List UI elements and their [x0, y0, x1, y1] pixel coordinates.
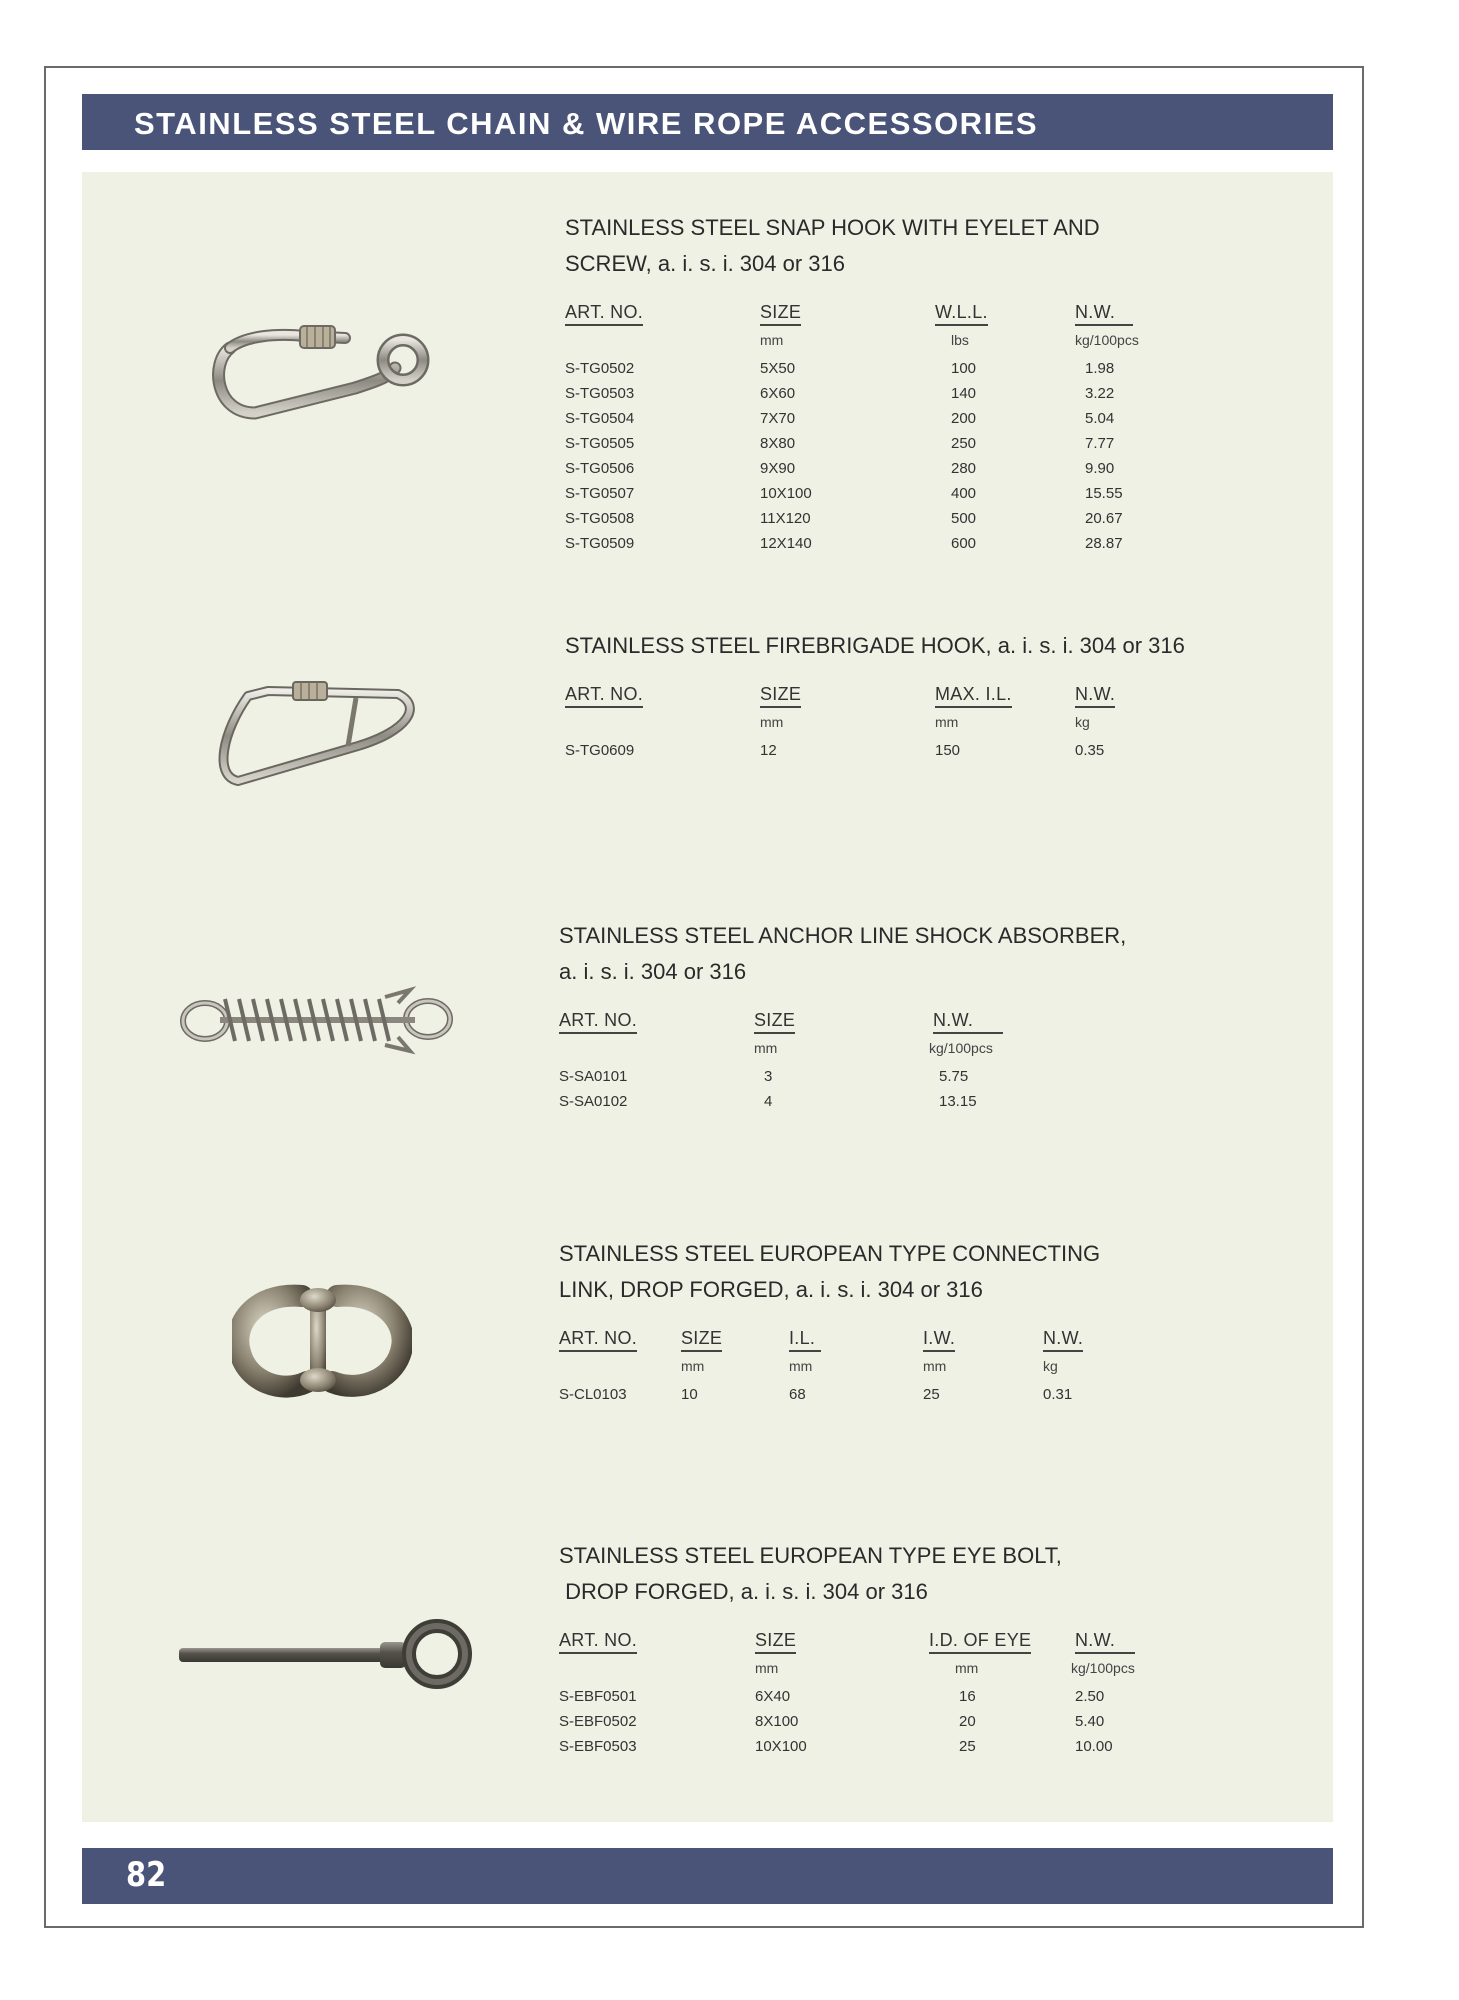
- column-unit: kg/100pcs: [929, 1040, 993, 1056]
- art-no-cell: S-TG0507: [565, 485, 635, 502]
- table-cell: 28.87: [1085, 535, 1123, 552]
- column-unit: mm: [754, 1040, 778, 1056]
- art-no-cell: S-SA0101: [559, 1068, 628, 1085]
- column-header: I.D. OF EYE: [929, 1630, 1031, 1654]
- table-cell: 15.55: [1085, 485, 1123, 502]
- column-unit: mm: [935, 714, 959, 730]
- table-cell: 3.22: [1085, 385, 1115, 402]
- table-cell: 68: [789, 1386, 806, 1403]
- art-no-cell: S-TG0504: [565, 410, 635, 427]
- column-header: N.W.: [1075, 302, 1133, 326]
- table-cell: 9.90: [1085, 460, 1115, 477]
- column-unit: mm: [760, 332, 784, 348]
- section-title-line: LINK, DROP FORGED, a. i. s. i. 304 or 316: [559, 1277, 983, 1302]
- table-cell: 280: [951, 460, 977, 477]
- table-cell: 8X80: [760, 435, 796, 452]
- column-unit: lbs: [951, 332, 969, 348]
- column-header: SIZE: [681, 1328, 722, 1352]
- section-title-line: STAINLESS STEEL EUROPEAN TYPE CONNECTING: [559, 1241, 1101, 1266]
- column-header: SIZE: [760, 684, 801, 708]
- table-cell: 11X120: [760, 510, 811, 527]
- table-cell: 250: [951, 435, 977, 452]
- table-cell: 400: [951, 485, 977, 502]
- art-no-cell: S-EBF0503: [559, 1738, 637, 1755]
- column-header: ART. NO.: [559, 1630, 637, 1654]
- connecting-link-icon: [232, 1282, 412, 1407]
- eye-bolt-section: [559, 1538, 1135, 1755]
- art-no-cell: S-TG0502: [565, 360, 635, 377]
- section-title-line: STAINLESS STEEL EUROPEAN TYPE EYE BOLT,: [559, 1543, 1062, 1568]
- column-header: I.L.: [789, 1328, 821, 1352]
- table-cell: 4: [764, 1093, 773, 1110]
- table-cell: 20.67: [1085, 510, 1123, 527]
- art-no-cell: S-TG0609: [565, 742, 635, 759]
- column-unit: mm: [755, 1660, 779, 1676]
- section-title-line: SCREW, a. i. s. i. 304 or 316: [565, 251, 846, 276]
- column-header: N.W.: [1043, 1328, 1083, 1352]
- table-cell: 150: [935, 742, 961, 759]
- table-cell: 10.00: [1075, 1738, 1113, 1755]
- firebrigade-hook-icon: [208, 676, 428, 801]
- connecting-link-section: [559, 1236, 1101, 1403]
- snap-hook-icon: [205, 318, 440, 433]
- table-cell: 600: [951, 535, 977, 552]
- shock-absorber-section: [559, 918, 1127, 1110]
- table-cell: 0.35: [1075, 742, 1105, 759]
- column-header: MAX. I.L.: [935, 684, 1012, 708]
- column-header: SIZE: [754, 1010, 795, 1034]
- table-cell: 7X70: [760, 410, 796, 427]
- table-cell: 5X50: [760, 360, 796, 377]
- table-cell: 8X100: [755, 1713, 799, 1730]
- table-cell: 6X40: [755, 1688, 791, 1705]
- art-no-cell: S-TG0509: [565, 535, 635, 552]
- column-header: N.W.: [1075, 1630, 1135, 1654]
- table-cell: 0.31: [1043, 1386, 1073, 1403]
- column-header: ART. NO.: [565, 684, 643, 708]
- column-unit: mm: [789, 1358, 813, 1374]
- art-no-cell: S-CL0103: [559, 1386, 627, 1403]
- table-cell: 5.04: [1085, 410, 1115, 427]
- art-no-cell: S-EBF0501: [559, 1688, 637, 1705]
- table-cell: 25: [923, 1386, 940, 1403]
- art-no-cell: S-SA0102: [559, 1093, 628, 1110]
- art-no-cell: S-TG0505: [565, 435, 635, 452]
- art-no-cell: S-EBF0502: [559, 1713, 637, 1730]
- table-cell: 10X100: [760, 485, 812, 502]
- column-header: SIZE: [755, 1630, 796, 1654]
- table-cell: 9X90: [760, 460, 796, 477]
- table-cell: 200: [951, 410, 977, 427]
- column-header: W.L.L.: [935, 302, 988, 326]
- table-cell: 6X60: [760, 385, 796, 402]
- page-title: STAINLESS STEEL CHAIN & WIRE ROPE ACCESSORIES: [134, 106, 1039, 141]
- table-cell: 500: [951, 510, 977, 527]
- section-title-line: STAINLESS STEEL FIREBRIGADE HOOK, a. i. s. i. 304 or 316: [565, 633, 1185, 658]
- table-cell: 5.40: [1075, 1713, 1105, 1730]
- table-cell: 1.98: [1085, 360, 1115, 377]
- page-header-banner: [82, 94, 1333, 150]
- table-cell: 25: [959, 1738, 976, 1755]
- table-cell: 140: [951, 385, 977, 402]
- column-header: N.W.: [1075, 684, 1115, 708]
- column-unit: kg/100pcs: [1075, 332, 1139, 348]
- section-title-line: STAINLESS STEEL ANCHOR LINE SHOCK ABSORBER,: [559, 923, 1127, 948]
- table-cell: 3: [764, 1068, 773, 1085]
- column-header: SIZE: [760, 302, 801, 326]
- table-cell: 10X100: [755, 1738, 807, 1755]
- art-no-cell: S-TG0506: [565, 460, 635, 477]
- page-number: 82: [126, 1855, 167, 1895]
- table-cell: 12: [760, 742, 777, 759]
- table-cell: 13.15: [939, 1093, 977, 1110]
- art-no-cell: S-TG0503: [565, 385, 635, 402]
- firebrigade-hook-section: [565, 628, 1185, 759]
- table-cell: 2.50: [1075, 1688, 1105, 1705]
- table-cell: 16: [959, 1688, 976, 1705]
- shock-absorber-icon: [170, 985, 460, 1060]
- section-title-line: DROP FORGED, a. i. s. i. 304 or 316: [559, 1579, 928, 1604]
- column-unit: mm: [760, 714, 784, 730]
- snap-hook-section: [565, 210, 1139, 552]
- page-footer-banner: [82, 1848, 1333, 1904]
- column-header: ART. NO.: [565, 302, 643, 326]
- column-header: ART. NO.: [559, 1010, 637, 1034]
- column-unit: mm: [681, 1358, 705, 1374]
- eye-bolt-icon: [175, 1612, 485, 1707]
- table-cell: 12X140: [760, 535, 812, 552]
- column-header: I.W.: [923, 1328, 955, 1352]
- column-unit: kg: [1043, 1358, 1058, 1374]
- section-title-line: a. i. s. i. 304 or 316: [559, 959, 747, 984]
- column-header: N.W.: [933, 1010, 1003, 1034]
- table-cell: 5.75: [939, 1068, 969, 1085]
- art-no-cell: S-TG0508: [565, 510, 635, 527]
- table-cell: 20: [959, 1713, 976, 1730]
- table-cell: 7.77: [1085, 435, 1115, 452]
- column-unit: kg/100pcs: [1071, 1660, 1135, 1676]
- column-unit: kg: [1075, 714, 1090, 730]
- column-unit: mm: [955, 1660, 979, 1676]
- column-unit: mm: [923, 1358, 947, 1374]
- column-header: ART. NO.: [559, 1328, 637, 1352]
- table-cell: 10: [681, 1386, 698, 1403]
- section-title-line: STAINLESS STEEL SNAP HOOK WITH EYELET AND: [565, 215, 1100, 240]
- table-cell: 100: [951, 360, 977, 377]
